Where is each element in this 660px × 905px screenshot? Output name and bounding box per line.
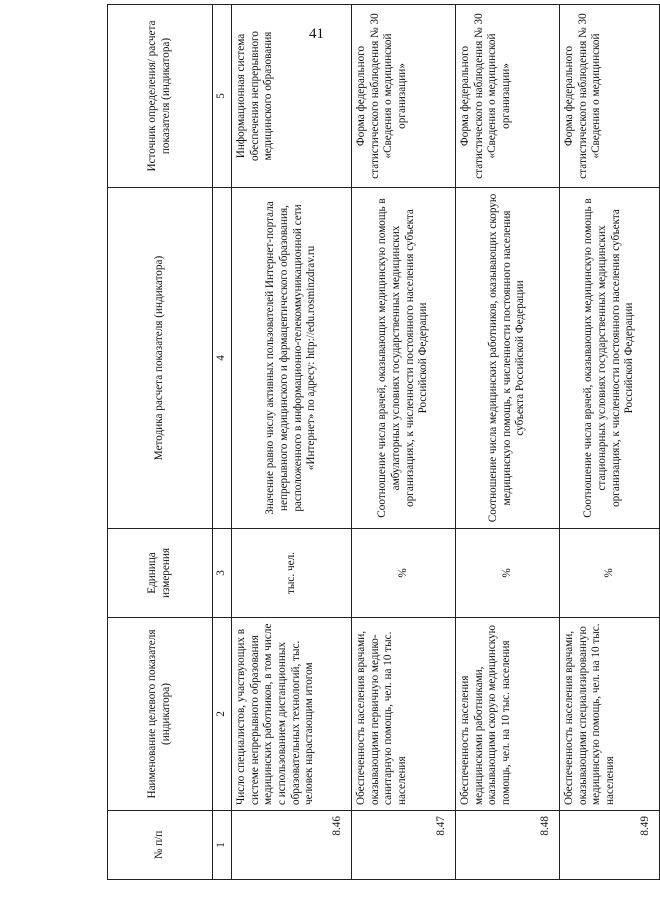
row-source: Информационная система обеспечения непрерывного медицинского образования <box>232 5 352 188</box>
row-unit: % <box>456 529 560 618</box>
index-cell: 2 <box>213 618 232 811</box>
index-cell: 5 <box>213 5 232 188</box>
table-header-row <box>108 5 213 880</box>
table-index-row <box>213 5 232 880</box>
table-row <box>232 5 352 880</box>
row-num: 8.49 <box>560 811 660 880</box>
index-cell: 3 <box>213 529 232 618</box>
index-cell: 1 <box>213 811 232 880</box>
row-source: Форма федерального статистического наблюдения № 30 «Сведения о медицинской организации» <box>352 5 456 188</box>
row-num: 8.47 <box>352 811 456 880</box>
row-unit: тыс. чел. <box>232 529 352 618</box>
row-num: 8.46 <box>232 811 352 880</box>
header-source: Источник определения/ расчета показателя (индикатора) <box>108 5 213 188</box>
indicators-table <box>107 4 660 880</box>
row-unit: % <box>560 529 660 618</box>
row-name: Обеспеченность населения врачами, оказывающими специализированную медицинскую помощь, чел. на 10 тыс. населения <box>560 618 660 811</box>
row-name: Число специалистов, участвующих в системе непрерывного образования медицинских работников, в том числе с использованием дистанционных образовательных технологий, тыс. человек нарастающим итогом <box>232 618 352 811</box>
row-method: Соотношение числа врачей, оказывающих медицинскую помощь в амбулаторных условиях государственных медицинских организациях, к численности постоянного населения субъекта Российской Федерации <box>352 188 456 529</box>
row-method: Значение равно числу активных пользователей Интернет-портала непрерывного медицинского и фармацевтического образования, расположенного в информационно-телекоммуникационной сети «Интернет» по адресу: http://edu.rosminzdrav.ru <box>232 188 352 529</box>
row-unit: % <box>352 529 456 618</box>
row-method: Соотношение числа медицинских работников, оказывающих скорую медицинскую помощь, к численности постоянного населения субъекта Российской Федерации <box>456 188 560 529</box>
table-row <box>456 5 560 880</box>
header-num: № п/п <box>108 811 213 880</box>
header-name: Наименование целевого показателя (индикатора) <box>108 618 213 811</box>
row-name: Обеспеченность населения медицинскими работниками, оказывающими скорую медицинскую помощь, чел. на 10 тыс. населения <box>456 618 560 811</box>
row-source: Форма федерального статистического наблюдения № 30 «Сведения о медицинской организации» <box>456 5 560 188</box>
row-method: Соотношение числа врачей, оказывающих медицинскую помощь в стационарных условиях государственных медицинских организациях, к численности постоянного населения субъекта Российской Федерации <box>560 188 660 529</box>
header-method: Методика расчета показателя (индикатора) <box>108 188 213 529</box>
table-row <box>560 5 660 880</box>
index-cell: 4 <box>213 188 232 529</box>
row-name: Обеспеченность населения врачами, оказывающими первичную медико-санитарную помощь, чел. на 10 тыс. населения <box>352 618 456 811</box>
header-unit: Единица измерения <box>108 529 213 618</box>
row-num: 8.48 <box>456 811 560 880</box>
row-source: Форма федерального статистического наблюдения № 30 «Сведения о медицинской <box>560 5 660 188</box>
page-number: 41 <box>309 26 324 42</box>
table-row <box>352 5 456 880</box>
